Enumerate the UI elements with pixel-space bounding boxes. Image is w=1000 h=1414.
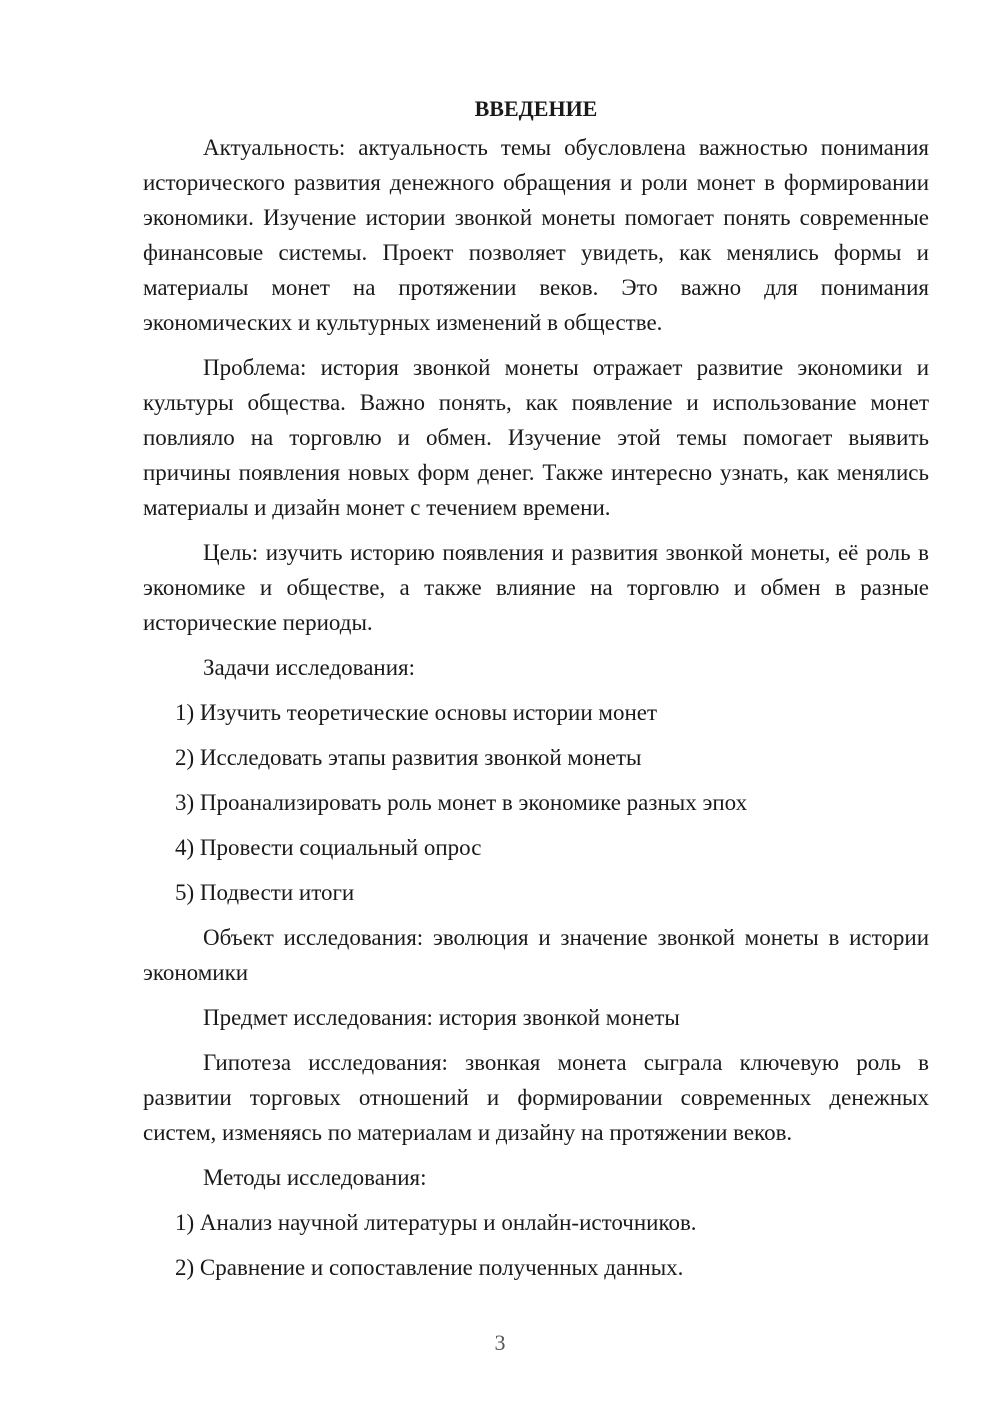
object-paragraph: Объект исследования: эволюция и значение звонкой монеты в истории экономики (143, 925, 929, 985)
task-item-3: 3) Проанализировать роль монет в экономике разных эпох (175, 790, 748, 815)
subject-paragraph: Предмет исследования: история звонкой монеты (203, 1005, 680, 1030)
relevance-paragraph: Актуальность: актуальность темы обусловлена важностью понимания исторического развития денежного обращения и роли монет в формировании экономики. Изучение истории звонкой монеты помогает понять современные финансовые системы. Проект позволяет увидеть, как менялись формы и материалы монет на протяжении веков. Это важно для понимания экономических и культурных изменений в обществе. (143, 135, 929, 335)
task-item-4: 4) Провести социальный опрос (175, 835, 482, 860)
method-item-2: 2) Сравнение и сопоставление полученных данных. (175, 1255, 684, 1280)
section-heading: ВВЕДЕНИЕ (474, 96, 598, 121)
goal-paragraph: Цель: изучить историю появления и развития звонкой монеты, её роль в экономике и обществе, а также влияние на торговлю и обмен в разные исторические периоды. (143, 540, 929, 635)
tasks-label: Задачи исследования: (203, 655, 416, 680)
page-number: 3 (494, 1330, 506, 1355)
method-item-1: 1) Анализ научной литературы и онлайн-источников. (175, 1210, 697, 1235)
problem-paragraph: Проблема: история звонкой монеты отражает развитие экономики и культуры общества. Важно понять, как появление и использование монет повлияло на торговлю и обмен. Изучение этой темы помогает выявить причины появления новых форм денег. Также интересно узнать, как менялись материалы и дизайн монет с течением времени. (143, 355, 929, 520)
document-page (143, 92, 929, 1295)
task-item-1: 1) Изучить теоретические основы истории монет (175, 700, 658, 725)
methods-label: Методы исследования: (203, 1165, 427, 1190)
task-item-2: 2) Исследовать этапы развития звонкой монеты (175, 745, 642, 770)
hypothesis-paragraph: Гипотеза исследования: звонкая монета сыграла ключевую роль в развитии торговых отношений и формировании современных денежных систем, изменяясь по материалам и дизайну на протяжении веков. (143, 1050, 929, 1145)
task-item-5: 5) Подвести итоги (175, 880, 355, 905)
